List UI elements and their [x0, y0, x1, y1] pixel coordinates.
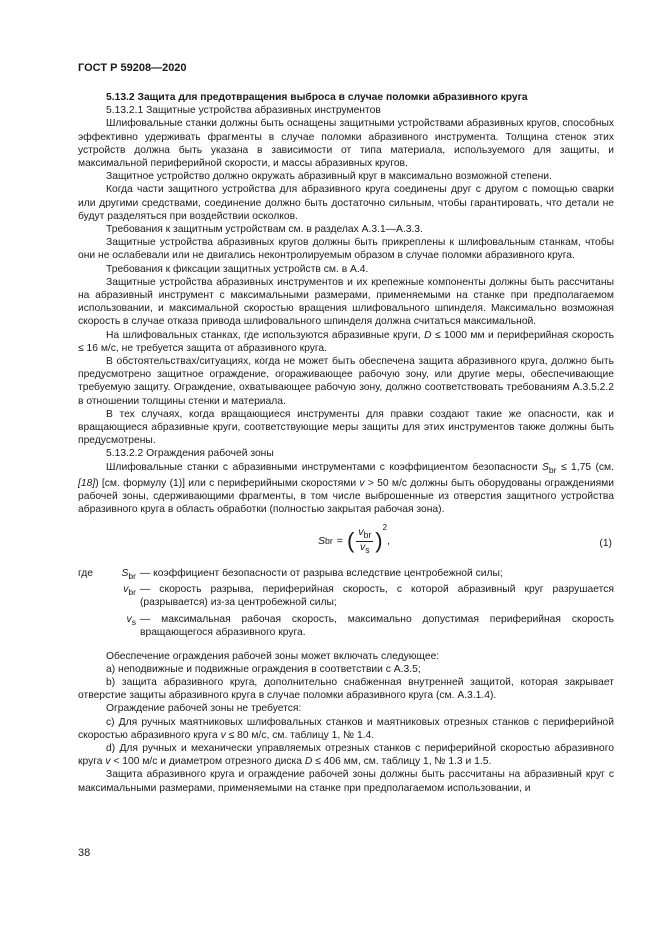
- legend-item: $v_s$ — максимальная рабочая скорость, максимально допустимая периферийная скорость вращающегося абразивного круга.: [126, 614, 614, 639]
- list-item: c) Для ручных маятниковых шлифовальных станков и маятниковых отрезных станков с периферийной скоростью абразивного круга v ≤ 80 м/с, см. таблицу 1, № 1.4.: [78, 716, 614, 741]
- subsection-title: 5.13.2.1 Защитные устройства абразивных инструментов: [106, 105, 381, 117]
- formula-expression: S br = ( $\frac{v_{br}}{v_s}$ ) 2 ,: [318, 522, 390, 555]
- paragraph: Защита абразивного круга и ограждение рабочей зоны должны быть рассчитаны на абразивный круг с максимальными размерами, применяемыми на станке при предполагаемом использовании, и: [78, 769, 614, 794]
- paragraph: В обстоятельствах/ситуациях, когда не может быть обеспечена защита абразивного круга, должно быть предусмотрено защитное ограждение, огораживающее рабочую зону, или другие меры, обеспечивающие требуемую защиту. Ограждение, охватывающее рабочую зону, должно соответствовать требованиям А.3.5.2.2 в отношении толщины стенки и материала.: [78, 356, 614, 407]
- paragraph: Когда части защитного устройства для абразивного круга соединены друг с другом с помощью сварки или другими средствами, соединение должно быть достаточно сильным, чтобы гарантировать, что детали не будут разделяться при воздействии осколков.: [78, 184, 614, 222]
- paragraph: На шлифовальных станках, где используются абразивные круги, D ≤ 1000 мм и периферийная скорость ≤ 16 м/с, не требуется защита от абразивного круга.: [78, 329, 614, 354]
- list-item: d) Для ручных и механически управляемых отрезных станков с периферийной скоростью абразивного круга v < 100 м/с и диаметром отрезного диска D ≤ 406 мм, см. таблицу 1, № 1.3 и 1.5.: [78, 743, 614, 768]
- paragraph: Ограждение рабочей зоны не требуется:: [106, 703, 302, 715]
- paragraph: Требования к защитным устройствам см. в разделах А.3.1—А.3.3.: [106, 224, 423, 236]
- subsection-title: 5.13.2.2 Ограждения рабочей зоны: [106, 448, 274, 460]
- paragraph: Защитные устройства абразивных инструментов и их крепежные компоненты должны быть рассчитаны на абразивный инструмент с максимальными размерами, применяемыми на станке при предполагаемом использовании, и максимальной скоростью вращения шлифовального шпинделя. Максимально возможная скорость в случае отказа привода шлифовального шпинделя должна считаться максимальной.: [78, 276, 614, 328]
- page-number: 38: [78, 847, 91, 859]
- paragraph: Требования к фиксации защитных устройств см. в А.4.: [106, 263, 369, 275]
- formula-legend: [78, 567, 614, 640]
- formula-number: (1): [599, 537, 612, 549]
- formula-fraction: $\frac{v_{br}}{v_s}$: [358, 525, 372, 555]
- page-content: [78, 91, 614, 795]
- paragraph: Шлифовальные станки должны быть оснащены защитными устройствами абразивных кругов, способных эффективно удерживать фрагменты в случае поломки абразивного инструмента. Толщина стенок этих устройств должна быть указана в зависимости от типа материала, используемого для защиты, и максимальной периферийной скорости, и массы абразивных кругов.: [78, 118, 614, 170]
- formula-1: [78, 523, 614, 563]
- list-item: a) неподвижные и подвижные ограждения в соответствии с А.3.5;: [106, 663, 421, 675]
- paragraph: Защитные устройства абразивных кругов должны быть прикреплены к шлифовальным станкам, чтобы они не ослабевали или не двигались неконтролируемым образом в случае поломки абразивного круга.: [78, 237, 614, 262]
- paragraph: Обеспечение ограждения рабочей зоны может включать следующее:: [106, 650, 440, 662]
- paragraph: Защитное устройство должно окружать абразивный круг в максимально возможной степени.: [106, 171, 552, 183]
- section-title: 5.13.2 Защита для предотвращения выброса в случае поломки абразивного круга: [106, 92, 528, 103]
- legend-item: где $S_{br}$ — коэффициент безопасности от разрыва вследствие центробежной силы;: [78, 567, 503, 581]
- document-header: ГОСТ Р 59208—2020: [78, 62, 187, 74]
- legend-item: $v_{br}$ — скорость разрыва, периферийная скорость, с которой абразивный круг разрушается (разрывается) из-за центробежной силы;: [123, 583, 614, 608]
- list-item: b) защита абразивного круга, дополнительно снабженная внутренней защитой, которая закрывает отверстие защиты абразивного круга в случае поломки абразивного круга (см. А.3.1.4).: [78, 677, 614, 702]
- paragraph: В тех случаях, когда вращающиеся инструменты для правки создают такие же опасности, как и вращающиеся абразивные круги, соответствующие меры защиты для этих инструментов также должны быть предусмотрены.: [78, 408, 614, 447]
- paragraph: Шлифовальные станки с абразивными инструментами с коэффициентом безопасности $S_{br} \le 1,75$ (см. [18]) [см. формулу (1)] или с периферийными скоростями v > 50 м/с должны быть оборудованы ограждениями рабочей зоны, сдерживающими фрагменты, в том числе выброшенные из отверстия защитного устройства абразивного круга в область обработки (полностью закрытая рабочая зона).: [78, 461, 614, 516]
